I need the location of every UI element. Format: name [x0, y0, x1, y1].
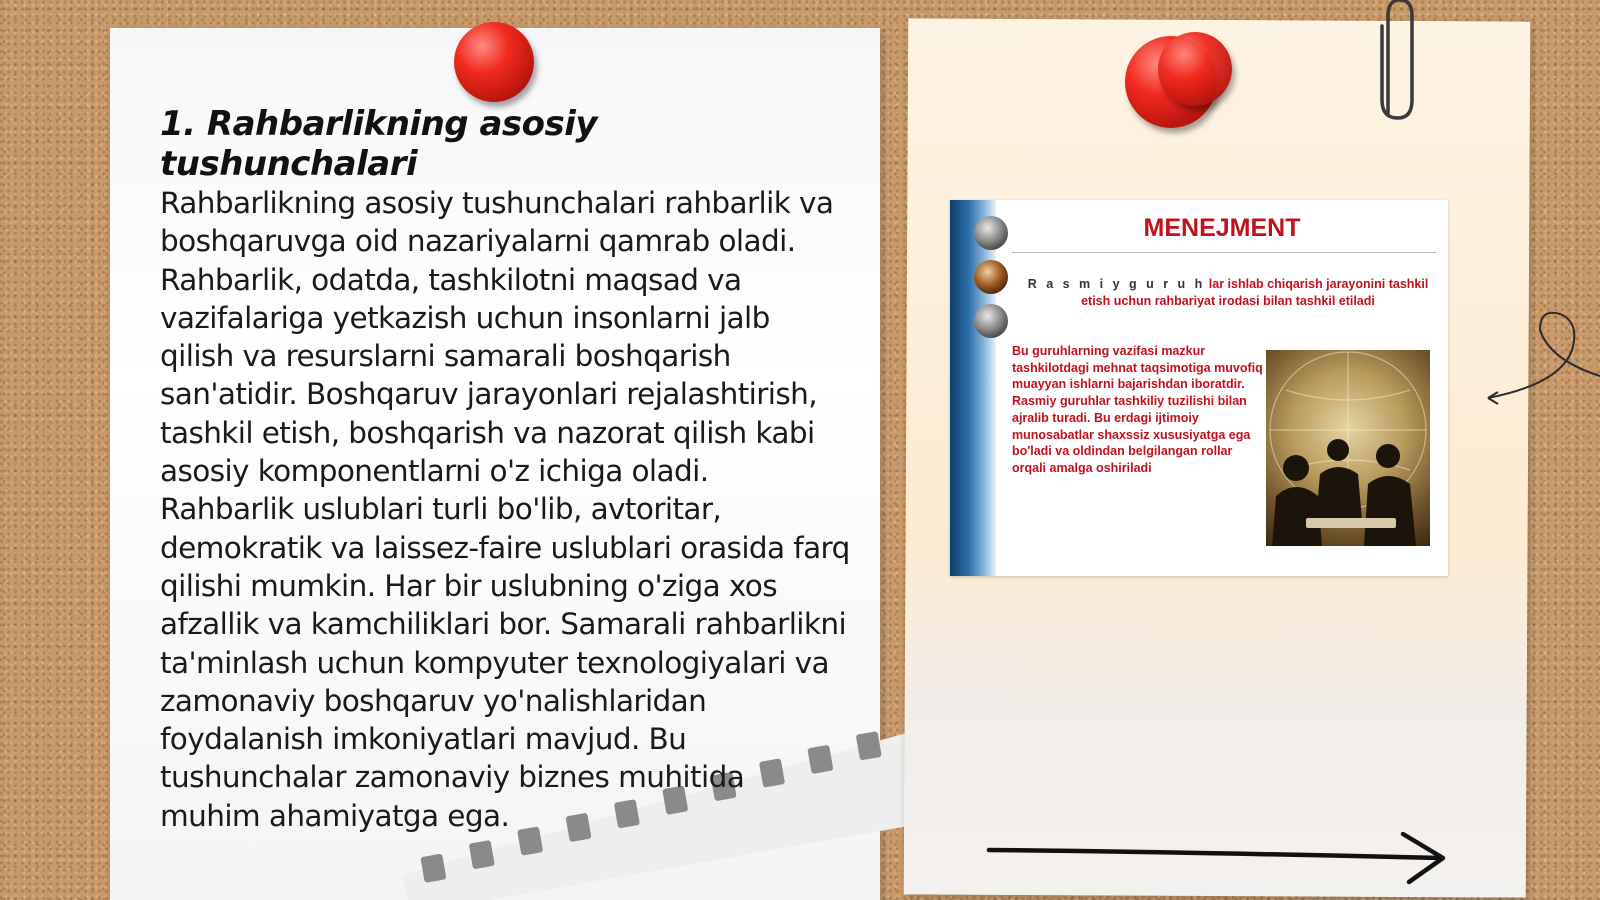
string-decoration: [1480, 300, 1600, 420]
slide-side-band: [950, 200, 996, 576]
slide-subtitle-spaced: R a s m i y g u r u h: [1027, 277, 1206, 291]
slide-divider: [1012, 252, 1436, 253]
slide-subtitle-rest: lar ishlab chiqarish jarayonini tashkil: [1208, 277, 1429, 291]
slide-image: [950, 200, 1448, 576]
business-meeting-photo: [1266, 350, 1430, 546]
push-pin-icon: [1158, 32, 1232, 106]
slide-subtitle-line2: etish uchun rahbariyat irodasi bilan tashkil etiladi: [1081, 294, 1375, 308]
paperclip-icon: [1374, 0, 1420, 126]
slide-subtitle: [1018, 276, 1438, 310]
globe-icon: [974, 216, 1008, 250]
slide-title: MENEJMENT: [1143, 214, 1301, 242]
right-arrow-icon: [985, 832, 1450, 892]
slide-paragraph: Bu guruhlarning vazifasi mazkur tashkilotdagi mehnat taqsimotiga muvofiq muayyan ishlarni bajarishdan iboratdir. Rasmiy guruhlar tashkiliy tuzilishi bilan ajralib turadi. Bu erdagi ijtimoiy munosabatlar shaxssiz xususiyatga ega bo'ladi va oldindan belgilangan rollar orqali amalga oshiriladi: [1012, 344, 1263, 475]
meeting-silhouettes-icon: [1266, 350, 1430, 546]
push-pin-icon: [454, 22, 534, 102]
note-body: Rahbarlikning asosiy tushunchalari rahbarlik va boshqaruvga oid nazariyalarni qamrab oladi. Rahbarlik, odatda, tashkilotni maqsad va vazifalariga yetkazish uchun insonlarni jalb qilish va resurslarni samarali boshqarish san'atidir. Boshqaruv jarayonlari rejalashtirish, tashkil etish, boshqarish va nazorat qilish kabi asosiy komponentlarni o'z ichiga oladi. Rahbarlik uslublari turli bo'lib, avtoritar, demokratik va laissez-faire uslublari orasida farq qilishi mumkin. Har bir uslubning o'ziga xos afzallik va kamchiliklari bor. Samarali rahbarlikni ta'minlash uchun kompyuter texnologiyalari va zamonaviy boshqaruv yo'nalishlaridan foydalanish imkoniyatlari mavjud. Bu tushunchalar zamonaviy biznes muhitida muhim ahamiyatga ega.: [160, 186, 850, 833]
globe-icon: [974, 260, 1008, 294]
globe-icon: [974, 304, 1008, 338]
note-title: 1. Rahbarlikning asosiy tushunchalari: [160, 104, 598, 184]
